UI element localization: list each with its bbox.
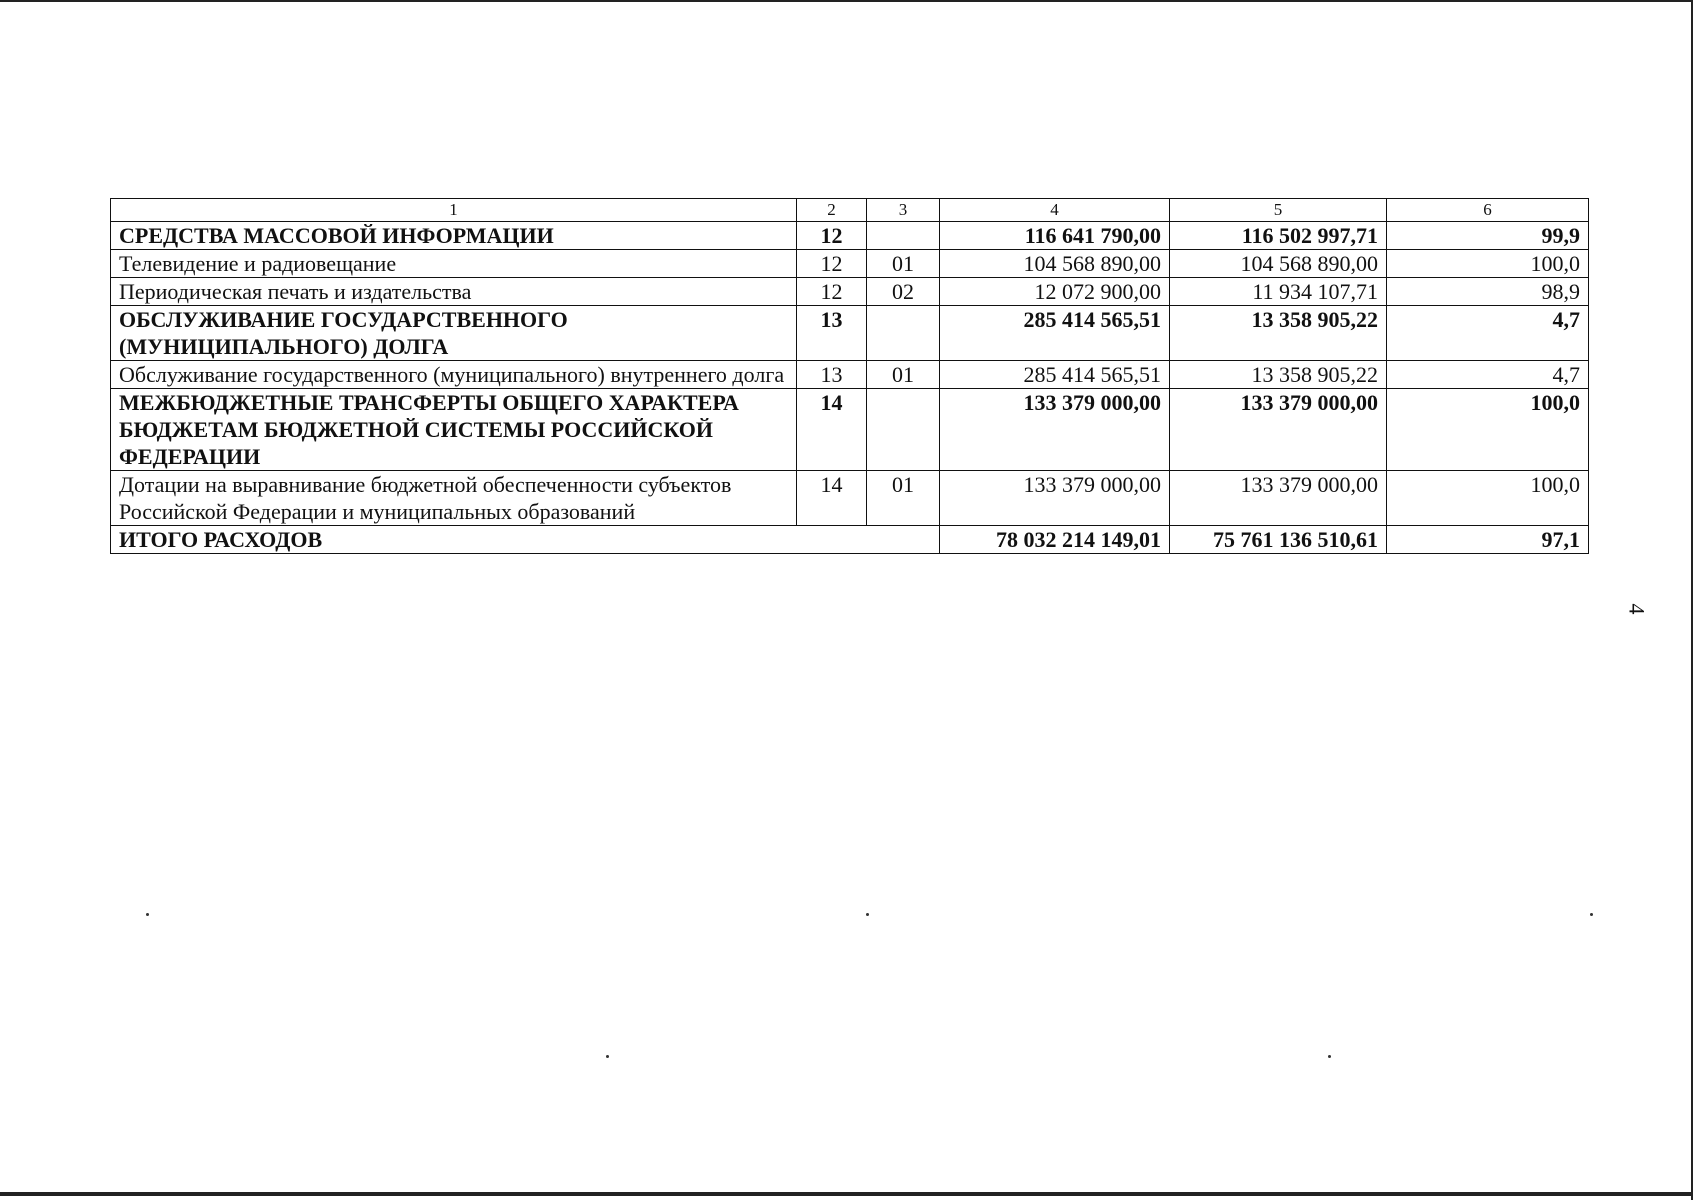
actual-amount: 133 379 000,00 [1170, 471, 1387, 526]
expense-name: МЕЖБЮДЖЕТНЫЕ ТРАНСФЕРТЫ ОБЩЕГО ХАРАКТЕРА БЮДЖЕТАМ БЮДЖЕТНОЙ СИСТЕМЫ РОССИЙСКОЙ ФЕДЕРАЦИИ [111, 389, 797, 471]
subsection-code: 01 [867, 361, 940, 389]
table-row [111, 306, 1589, 361]
actual-amount: 116 502 997,71 [1170, 222, 1387, 250]
execution-percent: 98,9 [1387, 278, 1589, 306]
budget-expenditure-table [110, 198, 1589, 554]
execution-percent: 4,7 [1387, 361, 1589, 389]
expense-name: Обслуживание государственного (муниципального) внутреннего долга [111, 361, 797, 389]
actual-amount: 11 934 107,71 [1170, 278, 1387, 306]
table-row [111, 471, 1589, 526]
total-label: ИТОГО РАСХОДОВ [111, 526, 940, 554]
section-code: 14 [797, 389, 867, 471]
actual-amount: 13 358 905,22 [1170, 306, 1387, 361]
actual-amount: 13 358 905,22 [1170, 361, 1387, 389]
table-row [111, 222, 1589, 250]
expense-name: Дотации на выравнивание бюджетной обеспеченности субъектов Российской Федерации и муниципальных образований [111, 471, 797, 526]
subsection-code [867, 306, 940, 361]
scan-speck [146, 913, 149, 916]
scan-speck [1328, 1055, 1331, 1058]
expense-name: Периодическая печать и издательства [111, 278, 797, 306]
column-number: 2 [797, 199, 867, 222]
planned-amount: 285 414 565,51 [940, 361, 1170, 389]
planned-amount: 133 379 000,00 [940, 389, 1170, 471]
column-number: 4 [940, 199, 1170, 222]
section-code: 12 [797, 278, 867, 306]
scan-speck [866, 913, 869, 916]
section-code: 12 [797, 222, 867, 250]
planned-amount: 133 379 000,00 [940, 471, 1170, 526]
scan-speck [1590, 913, 1593, 916]
planned-amount: 12 072 900,00 [940, 278, 1170, 306]
planned-amount: 285 414 565,51 [940, 306, 1170, 361]
expense-name: Телевидение и радиовещание [111, 250, 797, 278]
subsection-code: 01 [867, 250, 940, 278]
execution-percent: 99,9 [1387, 222, 1589, 250]
planned-amount: 104 568 890,00 [940, 250, 1170, 278]
subsection-code [867, 222, 940, 250]
column-number: 6 [1387, 199, 1589, 222]
actual-amount: 133 379 000,00 [1170, 389, 1387, 471]
section-code: 14 [797, 471, 867, 526]
expense-name: ОБСЛУЖИВАНИЕ ГОСУДАРСТВЕННОГО (МУНИЦИПАЛЬНОГО) ДОЛГА [111, 306, 797, 361]
table-row [111, 389, 1589, 471]
table-row [111, 361, 1589, 389]
table-row [111, 250, 1589, 278]
column-number: 1 [111, 199, 797, 222]
subsection-code [867, 389, 940, 471]
subsection-code: 01 [867, 471, 940, 526]
execution-percent: 100,0 [1387, 250, 1589, 278]
expense-name: СРЕДСТВА МАССОВОЙ ИНФОРМАЦИИ [111, 222, 797, 250]
execution-percent: 100,0 [1387, 471, 1589, 526]
actual-amount: 104 568 890,00 [1170, 250, 1387, 278]
total-actual-amount: 75 761 136 510,61 [1170, 526, 1387, 554]
total-execution-percent: 97,1 [1387, 526, 1589, 554]
planned-amount: 116 641 790,00 [940, 222, 1170, 250]
scan-edge-bottom [0, 1192, 1693, 1196]
section-code: 13 [797, 361, 867, 389]
column-number: 5 [1170, 199, 1387, 222]
scan-edge-top [0, 0, 1693, 2]
total-planned-amount: 78 032 214 149,01 [940, 526, 1170, 554]
subsection-code: 02 [867, 278, 940, 306]
page-number: 4 [1624, 603, 1650, 615]
section-code: 12 [797, 250, 867, 278]
execution-percent: 4,7 [1387, 306, 1589, 361]
column-number: 3 [867, 199, 940, 222]
section-code: 13 [797, 306, 867, 361]
scan-speck [606, 1055, 609, 1058]
total-row [111, 526, 1589, 554]
execution-percent: 100,0 [1387, 389, 1589, 471]
column-number-row [111, 199, 1589, 222]
table-row [111, 278, 1589, 306]
